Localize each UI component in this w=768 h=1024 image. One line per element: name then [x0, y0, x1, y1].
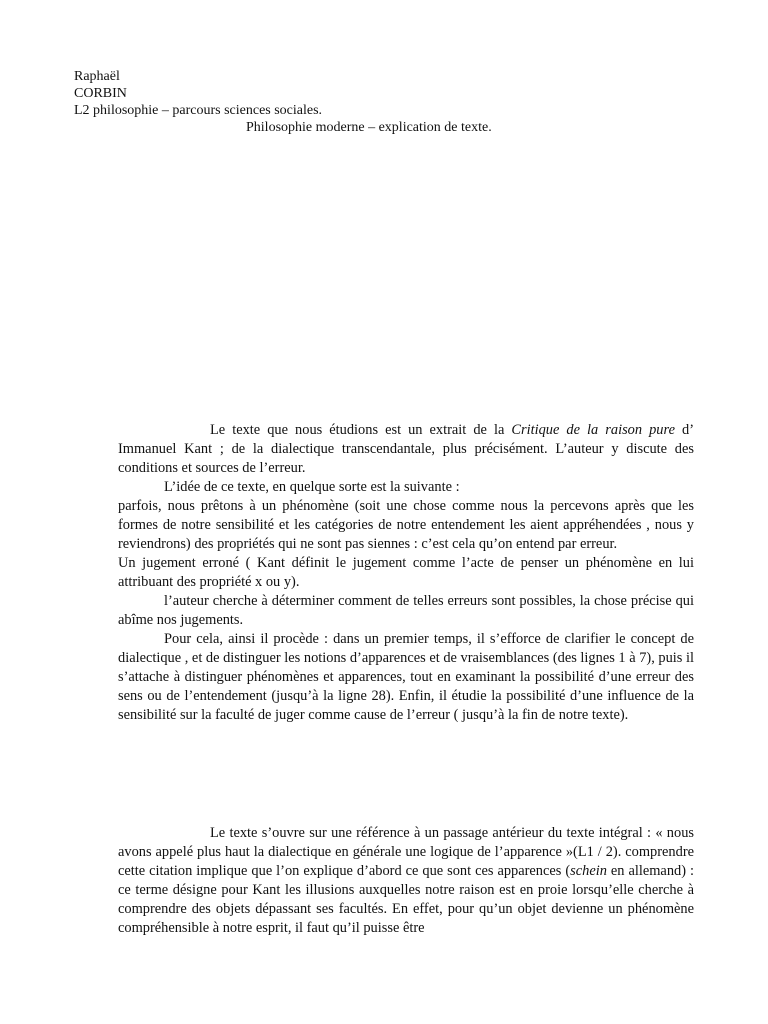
- intro-paragraph-5: l’auteur cherche à déterminer comment de telles erreurs sont possibles, la chose précise qui abîme nos jugements.: [118, 593, 694, 628]
- intro-paragraph-3: parfois, nous prêtons à un phénomène (soit une chose comme nous la percevons après que les formes de notre sensibilité et les catégories de notre entendement les aient appréhendées , nous y reviendrons) des propriétés qui ne sont pas siennes : c’est cela qu’on entend par erreur.: [118, 498, 694, 552]
- intro-paragraph-6: Pour cela, ainsi il procède : dans un premier temps, il s’efforce de clarifier le concept de dialectique , et de distinguer les notions d’apparences et de vraisemblances (des lignes 1 à 7), puis il s’attache à distinguer phénomènes et apparences, tout en examinant la possibilité d’une erreur des sens ou de l’entendement (jusqu’à la ligne 28). Enfin, il étudie la possibilité d’une influence de la sensibilité sur la faculté de juger comme cause de l’erreur ( jusqu’à la fin de notre texte).: [118, 631, 694, 723]
- intro-paragraph-1: [118, 421, 694, 478]
- intro-paragraph-2: L’idée de ce texte, en quelque sorte est la suivante :: [164, 479, 460, 495]
- author-last-name: CORBIN: [74, 86, 127, 101]
- intro-paragraph-4: Un jugement erroné ( Kant définit le jugement comme l’acte de penser un phénomène en lui attribuant des propriété x ou y).: [118, 555, 694, 590]
- intro-p1-text-after: d’ Immanuel Kant ; de la dialectique transcendantale, plus précisément. L’auteur y discute des conditions et sources de l’erreur.: [118, 422, 694, 476]
- analysis-p1-text-after: en allemand) : ce terme désigne pour Kant les illusions auxquelles notre raison est en proie lorsqu’elle cherche à comprendre des objets dépassant ses facultés. En effet, pour qu’un objet devienne un phénomène compréhensible à notre esprit, il faut qu’il puisse être: [118, 863, 694, 936]
- introduction-section: [118, 421, 694, 725]
- german-term: schein: [570, 863, 607, 879]
- program-line: L2 philosophie – parcours sciences sociales.: [74, 103, 323, 118]
- course-title: Philosophie moderne – explication de texte.: [246, 120, 492, 135]
- analysis-p1-text-before: Le texte s’ouvre sur une référence à un passage antérieur du texte intégral : « nous avons appelé plus haut la dialectique en générale une logique de l’apparence »(L1 / 2). comprendre cette citation implique que l’on explique d’abord ce que sont ces apparences (: [118, 825, 694, 879]
- document-header: [74, 68, 492, 136]
- analysis-paragraph-1: [118, 824, 694, 938]
- book-title: Critique de la raison pure: [511, 422, 675, 438]
- author-first-name: Raphaël: [74, 69, 120, 84]
- analysis-section: [118, 824, 694, 938]
- intro-p1-text-before: Le texte que nous étudions est un extrait de la: [210, 422, 512, 438]
